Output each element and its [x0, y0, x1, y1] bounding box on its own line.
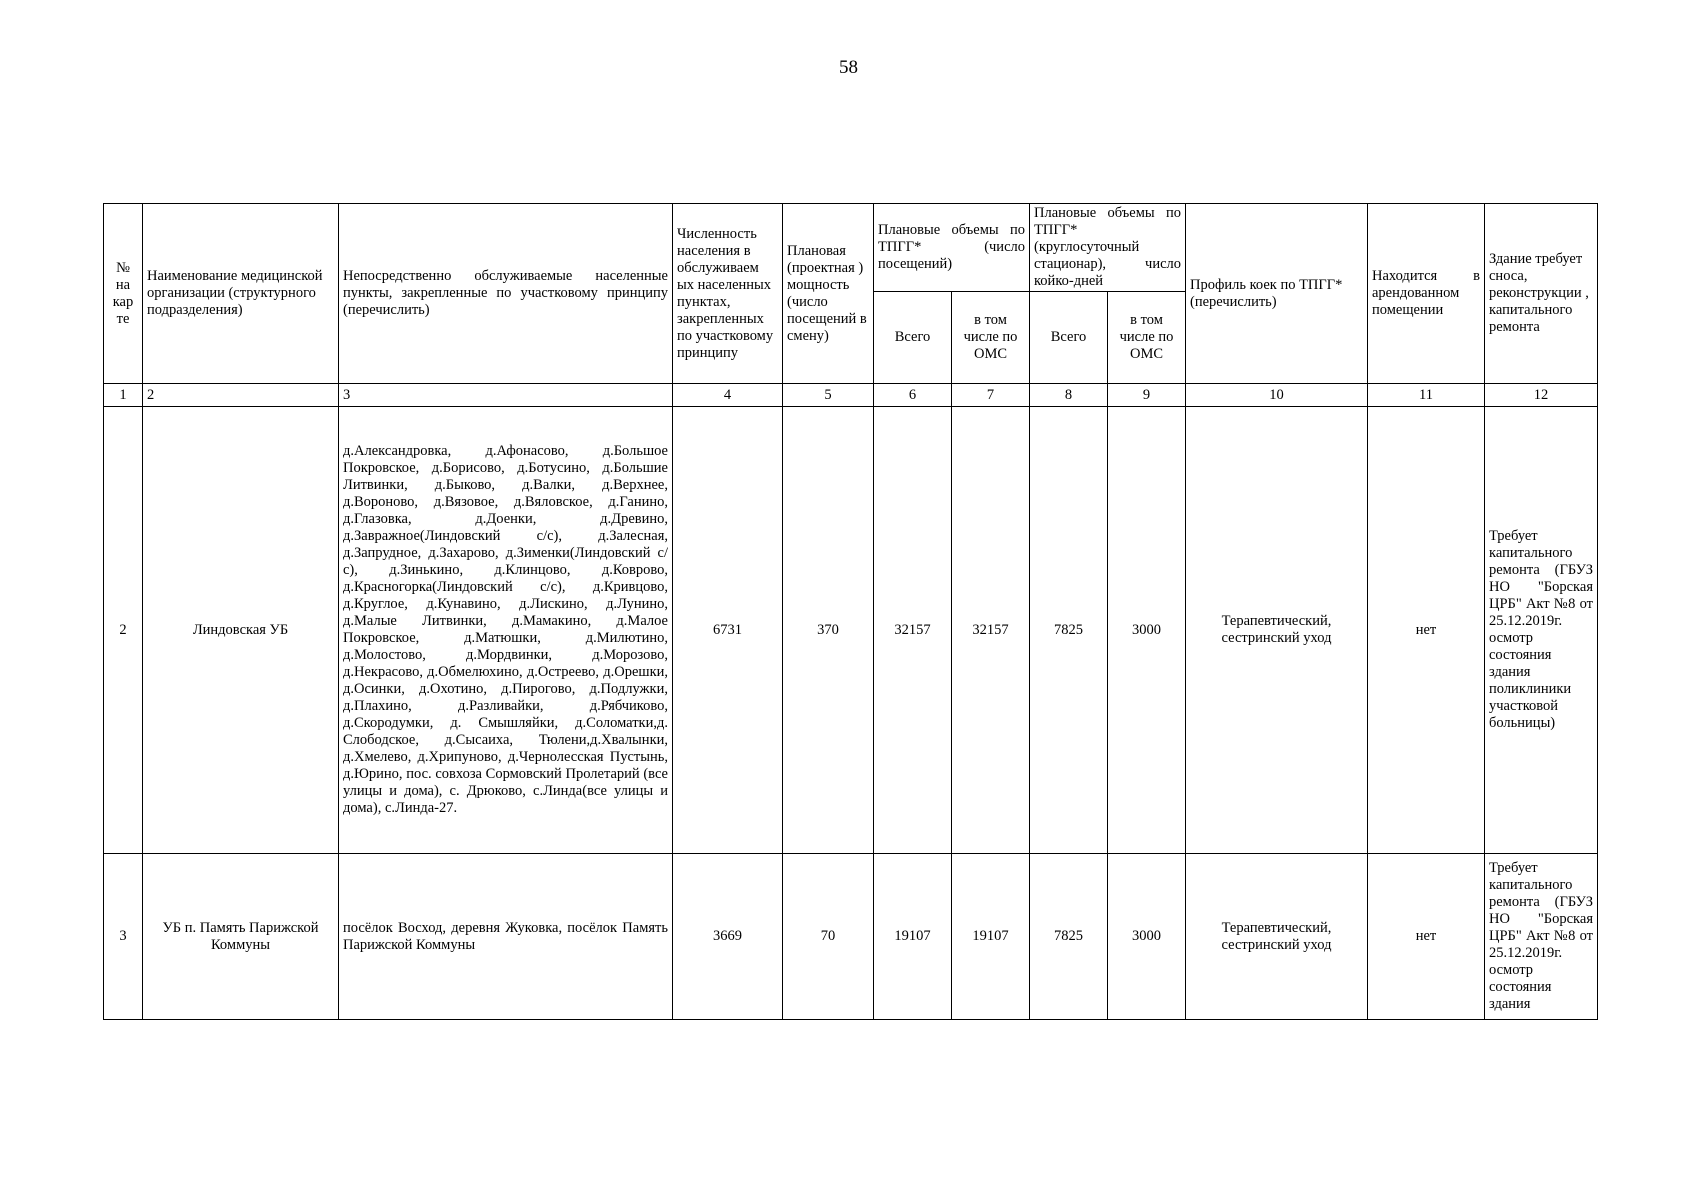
table-header-row: [104, 204, 1598, 292]
header-col-organization: Наименование медицинской организации (структурного подразделения): [143, 204, 339, 384]
header-col-building: Здание требует сноса, реконструкции , капитального ремонта: [1485, 204, 1598, 384]
beddays-oms-value: 3000: [1108, 854, 1186, 1020]
visits-oms-value: 32157: [952, 407, 1030, 854]
column-number: 10: [1186, 384, 1368, 407]
header-col-capacity: Плановая (проектная ) мощность (число посещений в смену): [783, 204, 874, 384]
rented-value: нет: [1368, 854, 1485, 1020]
column-number: 1: [104, 384, 143, 407]
header-visits-oms: в том числе по ОМС: [952, 292, 1030, 384]
column-number: 5: [783, 384, 874, 407]
facilities-table: [103, 203, 1598, 1020]
header-col-visits: Плановые объемы по ТПГГ* (число посещений): [874, 204, 1030, 292]
table-row: [104, 854, 1598, 1020]
header-visits-total: Всего: [874, 292, 952, 384]
table-row: [104, 407, 1598, 854]
row-number: 3: [104, 854, 143, 1020]
rented-value: нет: [1368, 407, 1485, 854]
settlements-list: д.Александровка, д.Афонасово, д.Большое Покровское, д.Борисово, д.Ботусино, д.Большие Литвинки, д.Быково, д.Валки, д.Верхнее, д.Вороново, д.Вязовое, д.Вяловское, д.Ганино, д.Глазовка, д.Доенки, д.Древино, д.Завражное(Линдовский с/с), д.Залесная, д.Запрудное, д.Захарово, д.Зименки(Линдовский с/с), д.Зинькино, д.Клинцово, д.Коврово, д.Красногорка(Линдовский с/с), д.Кривцово, д.Круглое, д.Кунавино, д.Лискино, д.Лунино, д.Малые Литвинки, д.Мамакино, д.Малое Покровское, д.Матюшки, д.Милютино, д.Молостово, д.Мордвинки, д.Морозово, д.Некрасово, д.Обмелюхино, д.Остреево, д.Орешки, д.Осинки, д.Охотино, д.Пирогово, д.Подлужки, д.Плахино, д.Разливайки, д.Рябчиково, д.Скородумки, д. Смышляйки, д.Соломатки,д. Слободское, д.Сысаиха, Тюлени,д.Хвалынки, д.Хмелево, д.Хрипуново, д.Чернолесская Пустынь, д.Юрино, пос. совхоза Сормовский Пролетарий (все улицы и дома), с. Дрюково, с.Линда(все улицы и дома), с.Линда-27.: [339, 407, 673, 854]
capacity-value: 70: [783, 854, 874, 1020]
column-number: 6: [874, 384, 952, 407]
visits-total-value: 32157: [874, 407, 952, 854]
column-number: 11: [1368, 384, 1485, 407]
visits-oms-value: 19107: [952, 854, 1030, 1020]
organization-name: Линдовская УБ: [143, 407, 339, 854]
column-number-row: [104, 384, 1598, 407]
header-col-number: № на кар те: [104, 204, 143, 384]
population-value: 6731: [673, 407, 783, 854]
bed-profile-value: Терапевтический, сестринский уход: [1186, 854, 1368, 1020]
bed-profile-value: Терапевтический, сестринский уход: [1186, 407, 1368, 854]
beddays-total-value: 7825: [1030, 854, 1108, 1020]
column-number: 3: [339, 384, 673, 407]
header-col-settlements: Непосредственно обслуживаемые населенные пункты, закрепленные по участковому принципу (перечислить): [339, 204, 673, 384]
header-col-rented: Находится в арендованном помещении: [1368, 204, 1485, 384]
column-number: 8: [1030, 384, 1108, 407]
population-value: 3669: [673, 854, 783, 1020]
beddays-total-value: 7825: [1030, 407, 1108, 854]
row-number: 2: [104, 407, 143, 854]
building-status-value: Требует капитального ремонта (ГБУЗ НО "Борская ЦРБ" Акт №8 от 25.12.2019г. осмотр состояния здания: [1485, 854, 1598, 1020]
column-number: 2: [143, 384, 339, 407]
column-number: 12: [1485, 384, 1598, 407]
settlements-list: посёлок Восход, деревня Жуковка, посёлок Память Парижской Коммуны: [339, 854, 673, 1020]
column-number: 9: [1108, 384, 1186, 407]
header-beddays-oms: в том числе по ОМС: [1108, 292, 1186, 384]
page-number: 58: [839, 57, 858, 78]
building-status-value: Требует капитального ремонта (ГБУЗ НО "Борская ЦРБ" Акт №8 от 25.12.2019г. осмотр состояния здания поликлиники участковой больницы): [1485, 407, 1598, 854]
column-number: 4: [673, 384, 783, 407]
organization-name: УБ п. Память Парижской Коммуны: [143, 854, 339, 1020]
beddays-oms-value: 3000: [1108, 407, 1186, 854]
header-col-bed-profile: Профиль коек по ТПГГ* (перечислить): [1186, 204, 1368, 384]
capacity-value: 370: [783, 407, 874, 854]
header-beddays-total: Всего: [1030, 292, 1108, 384]
header-col-population: Численность населения в обслуживаем ых населенных пунктах, закрепленных по участковому принципу: [673, 204, 783, 384]
header-col-beddays: Плановые объемы по ТПГГ* (круглосуточный стационар), число койко-дней: [1030, 204, 1186, 292]
visits-total-value: 19107: [874, 854, 952, 1020]
column-number: 7: [952, 384, 1030, 407]
